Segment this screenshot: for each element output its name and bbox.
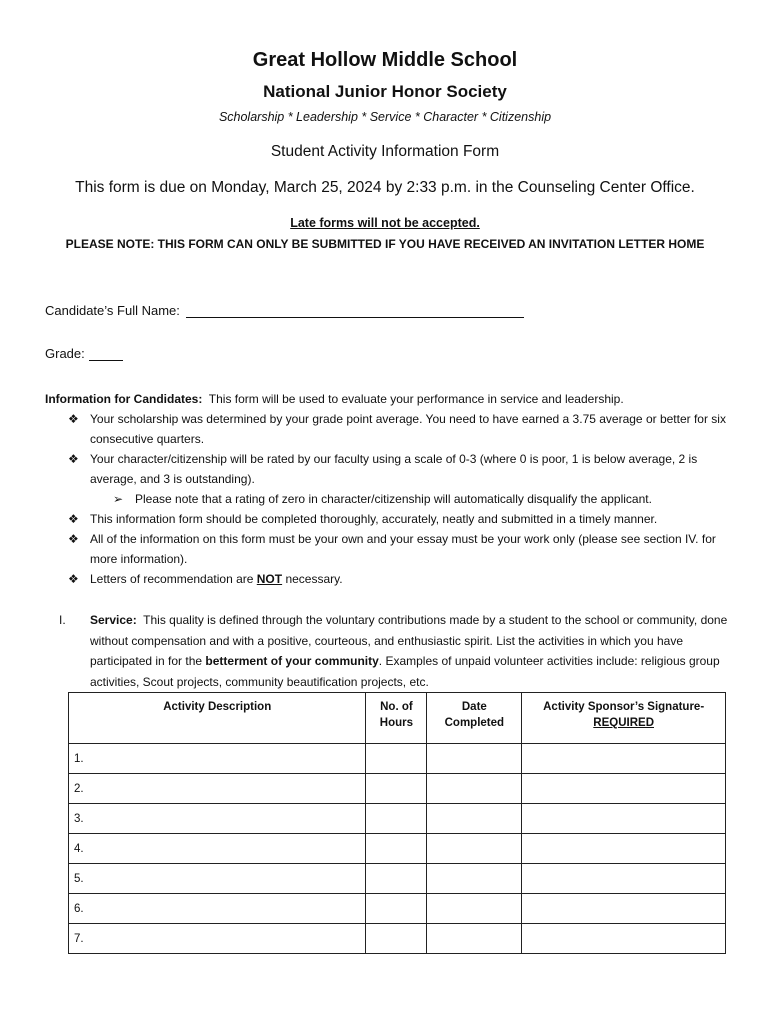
section-heading: Service: [90,613,137,627]
col-date-label-2: Completed [444,717,505,729]
row-number: 1. [74,752,84,765]
signature-cell[interactable] [522,924,726,954]
bullet-text: This information form should be completed thoroughly, accurately, neatly and submitted in a timely manner. [90,512,658,526]
bullet-text-post: necessary. [285,572,343,586]
table-row [69,774,726,804]
service-section [45,610,735,692]
diamond-bullet-icon: ❖ [68,452,79,466]
form-name: Student Activity Information Form [270,143,500,160]
arrow-bullet-icon: ➢ [113,492,124,506]
signature-cell[interactable] [522,744,726,774]
table-row [69,744,726,774]
date-cell[interactable] [427,924,522,954]
row-number: 5. [74,872,84,885]
diamond-bullet-icon: ❖ [68,532,79,546]
activity-cell[interactable] [69,744,366,774]
col-signature-label-2: REQUIRED [593,717,654,729]
signature-cell[interactable] [522,864,726,894]
service-description [45,610,735,692]
school-title: Great Hollow Middle School [252,49,518,71]
diamond-bullet-icon: ❖ [68,572,79,586]
date-cell[interactable] [427,834,522,864]
candidate-information [45,389,735,589]
info-intro-text: This form will be used to evaluate your performance in service and leadership. [208,392,624,406]
late-notice: Late forms will not be accepted. [290,216,480,230]
diamond-bullet-icon: ❖ [68,412,79,426]
table-row [69,924,726,954]
name-label: Candidate’s Full Name: [45,303,180,318]
hours-cell[interactable] [366,894,427,924]
bullet-emphasis: NOT [256,572,283,586]
signature-cell[interactable] [522,774,726,804]
activity-rows [69,744,726,954]
row-number: 6. [74,902,84,915]
section-text-end: . Examples of unpaid volunteer activities include: religious group activities, Scout projects, community beautification projects, etc. [90,654,720,689]
grade-label: Grade: [45,346,85,361]
activity-table [68,692,726,954]
list-item [45,409,735,449]
due-notice: This form is due on Monday, March 25, 2024 by 2:33 p.m. in the Counseling Center Office. [75,179,695,196]
col-hours-header [366,693,427,744]
hours-cell[interactable] [366,834,427,864]
info-intro [45,389,735,409]
list-item [45,489,735,509]
date-cell[interactable] [427,774,522,804]
date-cell[interactable] [427,804,522,834]
section-number: I. [59,613,66,627]
hours-cell[interactable] [366,744,427,774]
hours-cell[interactable] [366,774,427,804]
hours-cell[interactable] [366,804,427,834]
bullet-text: Please note that a rating of zero in character/citizenship will automatically disqualify the applicant. [135,492,652,506]
col-activity-header [69,693,366,744]
col-signature-label-1: Activity Sponsor’s Signature- [543,701,705,713]
bullet-text-pre: Letters of recommendation are [90,572,254,586]
list-item [45,509,735,529]
row-number: 4. [74,842,84,855]
list-item [45,569,735,589]
hours-cell[interactable] [366,924,427,954]
row-number: 7. [74,932,84,945]
list-item [45,529,735,569]
col-date-label-1: Date [461,701,487,713]
col-hours-label-1: No. of [380,701,413,713]
row-number: 3. [74,812,84,825]
hours-cell[interactable] [366,864,427,894]
table-row [69,864,726,894]
grade-blank[interactable] [89,346,123,361]
table-row [69,804,726,834]
activity-cell[interactable] [69,924,366,954]
table-row [69,894,726,924]
list-item [45,449,735,489]
activity-cell[interactable] [69,774,366,804]
activity-cell[interactable] [69,894,366,924]
section-emphasis: betterment of your community [205,654,379,668]
signature-cell[interactable] [522,834,726,864]
name-field [45,303,524,318]
bullet-text: Your character/citizenship will be rated by our faculty using a scale of 0-3 (where 0 is poor, 1 is below average, 2 is average, and 3 is outstanding). [90,452,698,486]
activity-cell[interactable] [69,864,366,894]
date-cell[interactable] [427,744,522,774]
col-activity-label: Activity Description [163,701,272,713]
activity-cell[interactable] [69,804,366,834]
signature-cell[interactable] [522,804,726,834]
table-header-row [69,693,726,744]
table-row [69,834,726,864]
info-heading: Information for Candidates: [45,392,203,406]
please-note: PLEASE NOTE: THIS FORM CAN ONLY BE SUBMITTED IF YOU HAVE RECEIVED AN INVITATION LETTER HOME [65,237,705,251]
society-title: National Junior Honor Society [263,82,507,101]
col-signature-header [522,693,726,744]
row-number: 2. [74,782,84,795]
date-cell[interactable] [427,894,522,924]
grade-field [45,346,123,361]
bullet-text: All of the information on this form must be your own and your essay must be your work only (please see section IV. for more information). [90,532,716,566]
diamond-bullet-icon: ❖ [68,512,79,526]
name-blank[interactable] [186,303,524,318]
bullet-text: Your scholarship was determined by your grade point average. You need to have earned a 3.75 average or better for six consecutive quarters. [90,412,726,446]
motto: Scholarship * Leadership * Service * Character * Citizenship [218,110,552,124]
info-bullets [45,409,735,589]
activity-cell[interactable] [69,834,366,864]
date-cell[interactable] [427,864,522,894]
signature-cell[interactable] [522,894,726,924]
section-text: This quality is defined through the voluntary contributions made by a student to the school or community, done without compensation and with a positive, courteous, and enthusiastic spirit. List the activities in which you have participated in for the [90,613,728,668]
col-date-header [427,693,522,744]
col-hours-label-2: Hours [379,717,414,729]
